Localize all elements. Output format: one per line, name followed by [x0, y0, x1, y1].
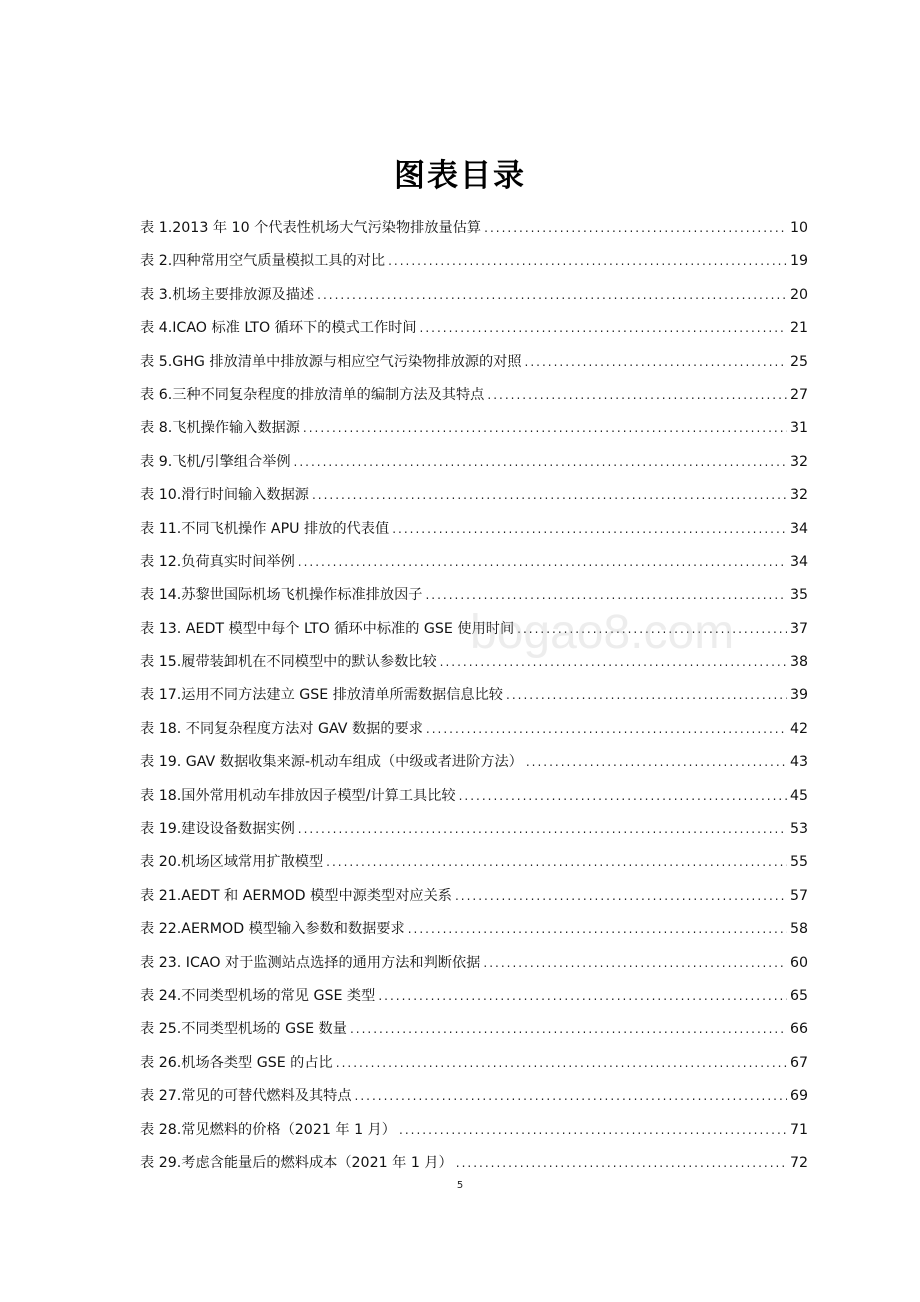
dot-leader	[294, 446, 787, 479]
toc-entry[interactable]	[140, 913, 808, 946]
toc-entry-label: 表 12.负荷真实时间举例	[140, 553, 295, 570]
dot-leader	[455, 880, 787, 913]
toc-entry[interactable]	[140, 412, 808, 445]
toc-entry[interactable]	[140, 880, 808, 913]
toc-entry-page: 66	[789, 1021, 808, 1038]
page-title: 图表目录	[394, 158, 526, 194]
toc-entry-page: 71	[789, 1121, 808, 1138]
toc-entry-label: 表 23. ICAO 对于监测站点选择的通用方法和判断依据	[140, 954, 481, 971]
toc-entry[interactable]	[140, 646, 808, 679]
dot-leader	[312, 479, 787, 512]
toc-entry-label: 表 21.AEDT 和 AERMOD 模型中源类型对应关系	[140, 887, 452, 904]
toc-entry-page: 60	[789, 954, 808, 971]
dot-leader	[388, 245, 787, 278]
toc-entry-page: 31	[789, 420, 808, 437]
dot-leader	[420, 312, 787, 345]
toc-entry[interactable]	[140, 679, 808, 712]
dot-leader	[440, 646, 787, 679]
toc-entry[interactable]	[140, 1047, 808, 1080]
toc-entry-label: 表 8.飞机操作输入数据源	[140, 420, 300, 437]
toc-entry-label: 表 9.飞机/引擎组合举例	[140, 453, 291, 470]
toc-entry-label: 表 20.机场区域常用扩散模型	[140, 854, 324, 871]
toc-entry[interactable]	[140, 346, 808, 379]
toc-entry[interactable]	[140, 546, 808, 579]
toc-entry-label: 表 27.常见的可替代燃料及其特点	[140, 1088, 352, 1105]
dot-leader	[317, 279, 787, 312]
toc-entry-page: 19	[789, 253, 808, 270]
toc-entry-label: 表 11.不同飞机操作 APU 排放的代表值	[140, 520, 390, 537]
toc-entry[interactable]	[140, 212, 808, 245]
toc-entry-page: 72	[789, 1154, 808, 1171]
dot-leader	[298, 546, 787, 579]
toc-entry-page: 67	[789, 1054, 808, 1071]
toc-entry[interactable]	[140, 479, 808, 512]
toc-entry-label: 表 26.机场各类型 GSE 的占比	[140, 1054, 333, 1071]
dot-leader	[399, 1114, 787, 1147]
toc-entry-page: 32	[789, 453, 808, 470]
toc-entry-label: 表 1.2013 年 10 个代表性机场大气污染物排放量估算	[140, 220, 482, 236]
toc-entry[interactable]	[140, 980, 808, 1013]
toc-entry-label: 表 22.AERMOD 模型输入参数和数据要求	[140, 921, 405, 938]
dot-leader	[303, 412, 787, 445]
toc-entry[interactable]	[140, 1080, 808, 1113]
toc-entry-page: 34	[789, 520, 808, 537]
toc-entry-label: 表 5.GHG 排放清单中排放源与相应空气污染物排放源的对照	[140, 353, 522, 370]
toc-entry[interactable]	[140, 513, 808, 546]
page-number: 5	[456, 1180, 464, 1191]
toc-entry-page: 38	[789, 654, 808, 671]
toc-entry-page: 43	[789, 754, 808, 771]
toc-entry-label: 表 25.不同类型机场的 GSE 数量	[140, 1021, 347, 1038]
toc-entry-label: 表 28.常见燃料的价格（2021 年 1 月）	[140, 1121, 396, 1138]
toc-entry[interactable]	[140, 245, 808, 278]
toc-entry-page: 55	[789, 854, 808, 871]
dot-leader	[426, 713, 787, 746]
toc-entry-label: 表 24.不同类型机场的常见 GSE 类型	[140, 987, 376, 1004]
toc-entry-label: 表 3.机场主要排放源及描述	[140, 286, 315, 303]
toc-entry[interactable]	[140, 579, 808, 612]
toc-entry[interactable]	[140, 947, 808, 980]
toc-entry-page: 65	[789, 987, 808, 1004]
toc-entry-page: 45	[789, 787, 808, 804]
toc-entry-page: 58	[789, 921, 808, 938]
dot-leader	[326, 846, 787, 879]
toc-entry-label: 表 19. GAV 数据收集来源-机动车组成（中级或者进阶方法）	[140, 754, 523, 771]
toc-entry[interactable]	[140, 746, 808, 779]
toc-entry-page: 69	[789, 1088, 808, 1105]
toc-entry-label: 表 6.三种不同复杂程度的排放清单的编制方法及其特点	[140, 386, 485, 403]
toc-entry-label: 表 15.履带装卸机在不同模型中的默认参数比较	[140, 654, 437, 671]
toc-entry-page: 25	[789, 353, 808, 370]
toc-entry-page: 20	[789, 286, 808, 303]
toc-entry[interactable]	[140, 713, 808, 746]
dot-leader	[506, 679, 787, 712]
toc-entry-label: 表 19.建设设备数据实例	[140, 821, 295, 838]
dot-leader	[484, 212, 787, 245]
toc-entry[interactable]	[140, 846, 808, 879]
dot-leader	[298, 813, 787, 846]
table-of-contents	[140, 212, 808, 1180]
toc-entry[interactable]	[140, 279, 808, 312]
toc-entry[interactable]	[140, 446, 808, 479]
toc-entry-page: 37	[789, 620, 808, 637]
toc-entry-page: 57	[789, 887, 808, 904]
toc-entry-page: 35	[789, 587, 808, 604]
dot-leader	[425, 579, 786, 612]
watermark: bogao8.com	[470, 606, 735, 659]
toc-entry-page: 10	[789, 220, 808, 236]
toc-entry[interactable]	[140, 613, 808, 646]
toc-entry[interactable]	[140, 1013, 808, 1046]
toc-entry[interactable]	[140, 780, 808, 813]
toc-entry-page: 34	[789, 553, 808, 570]
dot-leader	[336, 1047, 787, 1080]
dot-leader	[378, 980, 787, 1013]
toc-entry-page: 53	[789, 821, 808, 838]
toc-entry[interactable]	[140, 312, 808, 345]
toc-entry-label: 表 14.苏黎世国际机场飞机操作标准排放因子	[140, 587, 423, 604]
toc-entry-page: 21	[789, 320, 808, 337]
toc-entry-page: 32	[789, 487, 808, 504]
toc-entry-page: 39	[789, 687, 808, 704]
dot-leader	[525, 346, 787, 379]
dot-leader	[526, 746, 787, 779]
dot-leader	[355, 1080, 787, 1113]
toc-entry[interactable]	[140, 1147, 808, 1180]
toc-entry-page: 27	[789, 386, 808, 403]
toc-entry-label: 表 13. AEDT 模型中每个 LTO 循环中标准的 GSE 使用时间	[140, 620, 515, 637]
toc-entry-label: 表 18. 不同复杂程度方法对 GAV 数据的要求	[140, 720, 423, 737]
toc-entry-label: 表 18.国外常用机动车排放因子模型/计算工具比较	[140, 787, 456, 804]
dot-leader	[392, 513, 787, 546]
toc-entry-label: 表 17.运用不同方法建立 GSE 排放清单所需数据信息比较	[140, 687, 503, 704]
toc-entry[interactable]	[140, 1114, 808, 1147]
dot-leader	[483, 947, 787, 980]
toc-entry[interactable]	[140, 379, 808, 412]
toc-entry-label: 表 2.四种常用空气质量模拟工具的对比	[140, 253, 386, 270]
toc-entry-page: 42	[789, 720, 808, 737]
dot-leader	[408, 913, 787, 946]
dot-leader	[517, 613, 787, 646]
dot-leader	[456, 1147, 787, 1180]
dot-leader	[459, 780, 787, 813]
dot-leader	[487, 379, 787, 412]
toc-entry[interactable]	[140, 813, 808, 846]
toc-entry-label: 表 4.ICAO 标准 LTO 循环下的模式工作时间	[140, 320, 417, 337]
toc-entry-label: 表 29.考虑含能量后的燃料成本（2021 年 1 月）	[140, 1154, 453, 1171]
toc-entry-label: 表 10.滑行时间输入数据源	[140, 487, 309, 504]
dot-leader	[350, 1013, 787, 1046]
